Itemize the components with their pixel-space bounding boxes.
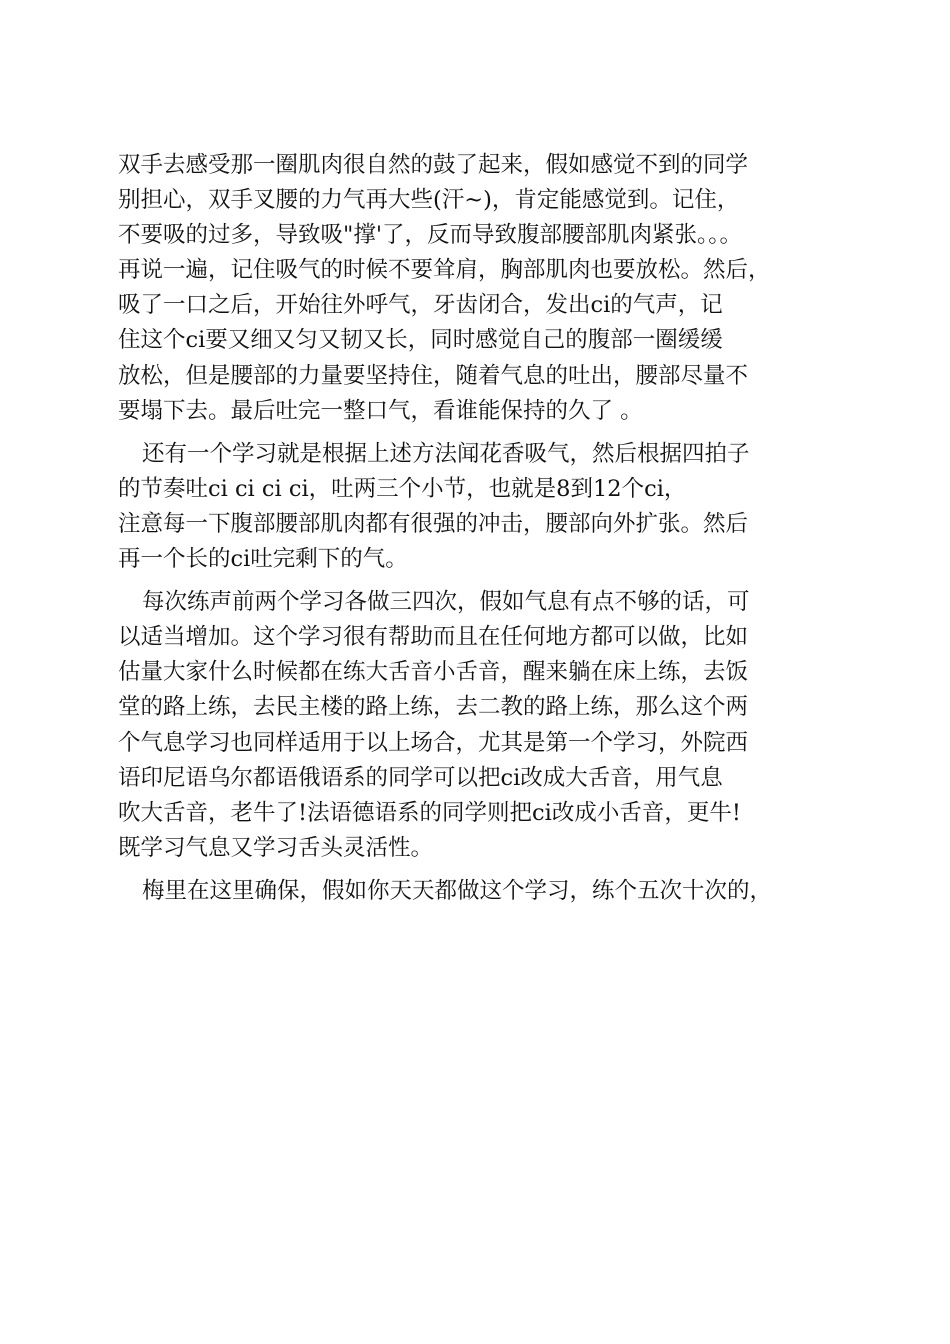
text-line: 不要吸的过多，导致吸"撑'了，反而导致腹部腰部肌肉紧张。。。 xyxy=(118,222,743,249)
text-line: 个气息学习也同样适用于以上场合，尤其是第一个学习，外院西 xyxy=(118,729,749,756)
text-line: 估量大家什么时候都在练大舌音小舌音，醒来躺在床上练，去饭 xyxy=(118,659,749,686)
text-line: 要塌下去。最后吐完一整口气，看谁能保持的久了 。 xyxy=(118,397,643,424)
text-line: 的节奏吐ci ci ci ci，吐两三个小节，也就是8到12个ci， xyxy=(118,475,687,502)
text-line: 再一个长的ci吐完剩下的气。 xyxy=(118,546,408,573)
text-line: 放松，但是腰部的力量要坚持住，随着气息的吐出，腰部尽量不 xyxy=(118,362,749,389)
text-line: 吸了一口之后，开始往外呼气，牙齿闭合，发出ci的气声，记 xyxy=(118,292,723,319)
paragraph-start-line: 还有一个学习就是根据上述方法闻花香吸气，然后根据四拍子 xyxy=(142,440,750,467)
text-line: 吹大舌音，老牛了!法语德语系的同学则把ci改成小舌音，更牛! xyxy=(118,799,741,826)
text-line: 既学习气息又学习舌头灵活性。 xyxy=(118,834,434,861)
text-line: 再说一遍，记住吸气的时候不要耸肩，胸部肌肉也要放松。然后， xyxy=(118,257,771,284)
text-line: 别担心，双手叉腰的力气再大些(汗~)，肯定能感觉到。记住， xyxy=(118,187,740,214)
text-line: 注意每一下腹部腰部肌肉都有很强的冲击，腰部向外扩张。然后 xyxy=(118,510,749,537)
text-line: 堂的路上练，去民主楼的路上练，去二教的路上练，那么这个两 xyxy=(118,694,749,721)
paragraph-start-line: 每次练声前两个学习各做三四次，假如气息有点不够的话，可 xyxy=(142,589,750,616)
text-line: 以适当增加。这个学习很有帮助而且在任何地方都可以做，比如 xyxy=(118,624,749,651)
body-text xyxy=(118,148,848,909)
text-line: 住这个ci要又细又匀又韧又长，同时感觉自己的腹部一圈缓缓 xyxy=(118,327,723,354)
text-line: 语印尼语乌尔都语俄语系的同学可以把ci改成大舌音，用气息 xyxy=(118,764,723,791)
paragraph-start-line: 梅里在这里确保，假如你天天都做这个学习，练个五次十次的， xyxy=(142,877,773,904)
text-line: 双手去感受那一圈肌肉很自然的鼓了起来，假如感觉不到的同学 xyxy=(118,152,749,178)
